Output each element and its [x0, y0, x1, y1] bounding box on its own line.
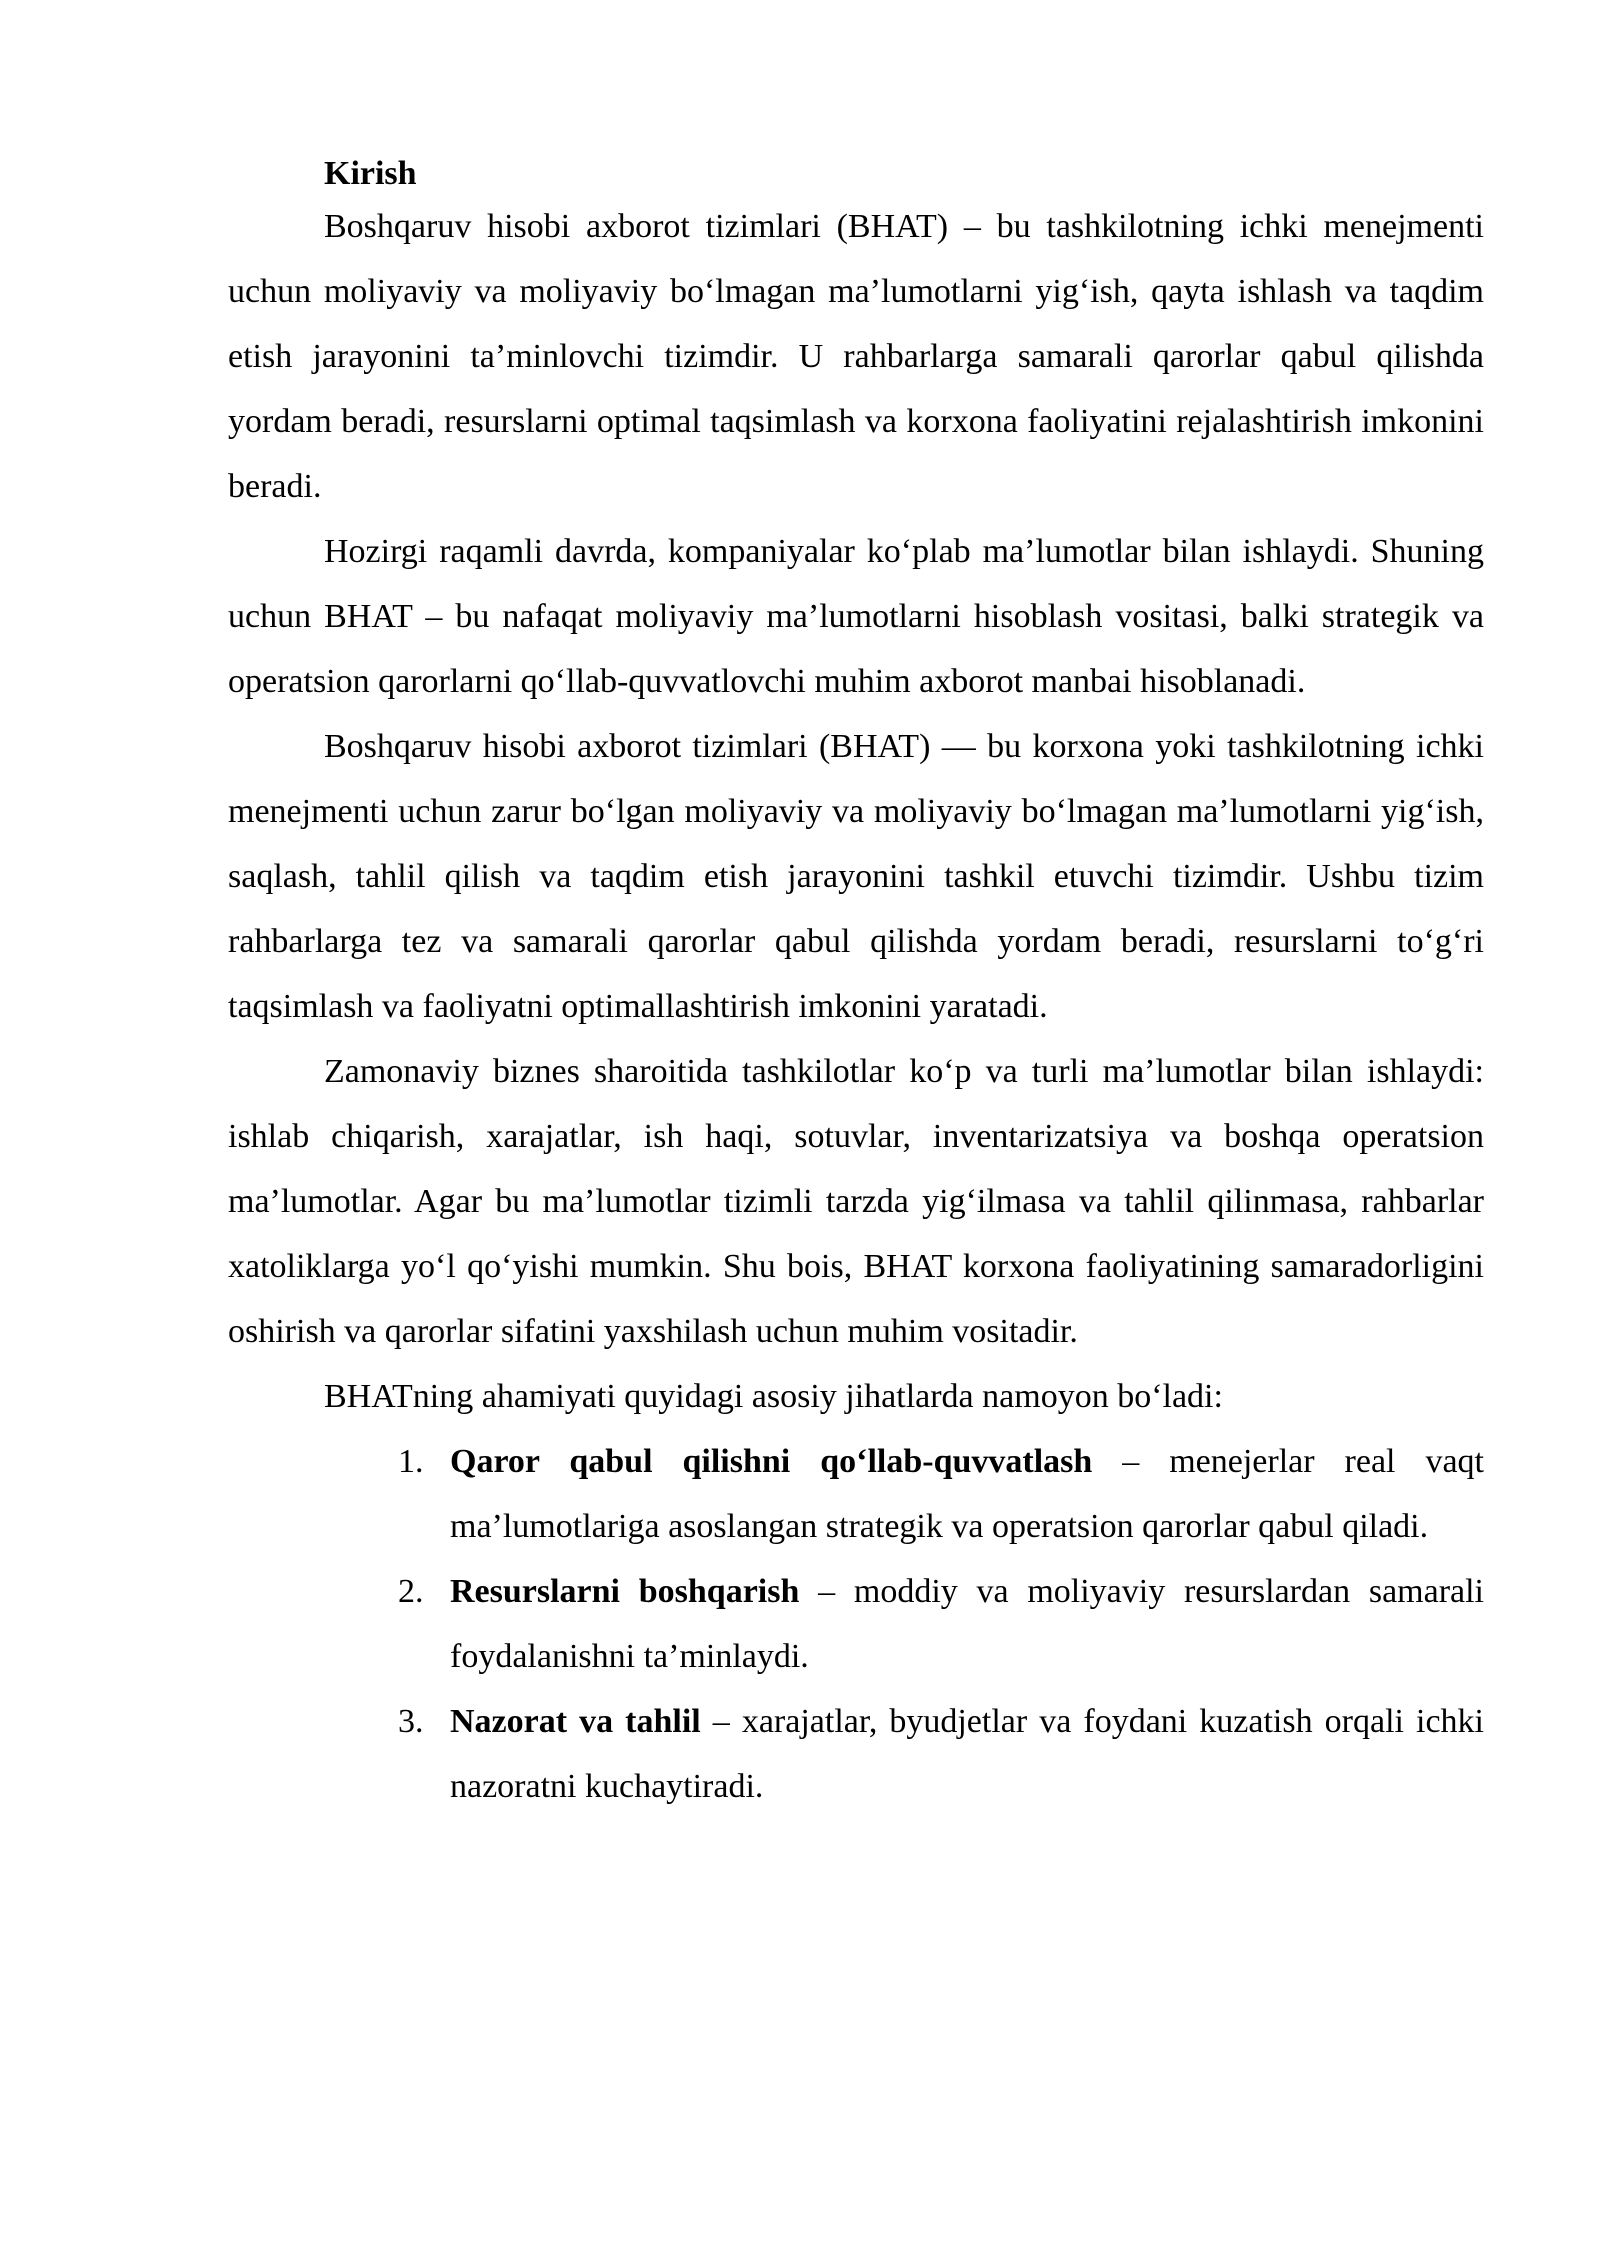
section-heading: Kirish [324, 155, 417, 192]
list-item-term: Resurslarni boshqarish [450, 1573, 800, 1610]
paragraph: Boshqaruv hisobi axborot tizimlari (BHAT) – bu tashkilotning ichki menejmenti uchun moliyaviy va moliyaviy bo‘lmagan ma’lumotlarni yig‘ish, qayta ishlash va taqdim etish jarayonini ta’minlovchi tizimdir. U rahbarlarga samarali qarorlar qabul qilishda yordam beradi, resurslarni optimal taqsimlash va korxona faoliyatini rejalashtirish imkonini beradi. [228, 208, 1484, 505]
paragraph: Hozirgi raqamli davrda, kompaniyalar ko‘plab ma’lumotlar bilan ishlaydi. Shuning uchun BHAT – bu nafaqat moliyaviy ma’lumotlarni hisoblash vositasi, balki strategik va operatsion qarorlarni qo‘llab-quvvatlovchi muhim axborot manbai hisoblanadi. [228, 533, 1484, 700]
paragraph: Zamonaviy biznes sharoitida tashkilotlar ko‘p va turli ma’lumotlar bilan ishlaydi: ishlab chiqarish, xarajatlar, ish haqi, sotuvlar, inventarizatsiya va boshqa operatsion ma’lumotlar. Agar bu ma’lumotlar tizimli tarzda yig‘ilmasa va tahlil qilinmasa, rahbarlar xatoliklarga yo‘l qo‘yishi mumkin. Shu bois, BHAT korxona faoliyatining samaradorligini oshirish va qarorlar sifatini yaxshilash uchun muhim vositadir. [228, 1053, 1484, 1350]
list-item-number: 1. [398, 1443, 424, 1480]
list-item-number: 3. [398, 1703, 424, 1740]
list-item [228, 1689, 1484, 1819]
list-intro: BHATning ahamiyati quyidagi asosiy jihatlarda namoyon bo‘ladi: [324, 1378, 1223, 1415]
list-item-text: – moddiy va moliyaviy resurslardan samarali foydalanishni ta’minlaydi. [450, 1573, 1484, 1675]
list-item-text: – xarajatlar, byudjetlar va foydani kuzatish orqali ichki nazoratni kuchaytiradi. [450, 1703, 1484, 1805]
list-item-number: 2. [398, 1573, 424, 1610]
list-item [228, 1559, 1484, 1689]
list-item-term: Nazorat va tahlil [450, 1703, 701, 1740]
list-item-text: – menejerlar real vaqt ma’lumotlariga asoslangan strategik va operatsion qarorlar qabul qiladi. [450, 1443, 1484, 1545]
document-body [228, 146, 1484, 1819]
paragraph: Boshqaruv hisobi axborot tizimlari (BHAT) — bu korxona yoki tashkilotning ichki menejmenti uchun zarur bo‘lgan moliyaviy va moliyaviy bo‘lmagan ma’lumotlarni yig‘ish, saqlash, tahlil qilish va taqdim etish jarayonini tashkil etuvchi tizimdir. Ushbu tizim rahbarlarga tez va samarali qarorlar qabul qilishda yordam beradi, resurslarni to‘g‘ri taqsimlash va faoliyatni optimallashtirish imkonini yaratadi. [228, 728, 1484, 1025]
list-item-term: Qaror qabul qilishni qo‘llab-quvvatlash [450, 1443, 1093, 1480]
numbered-list [228, 1429, 1484, 1819]
list-item [228, 1429, 1484, 1559]
